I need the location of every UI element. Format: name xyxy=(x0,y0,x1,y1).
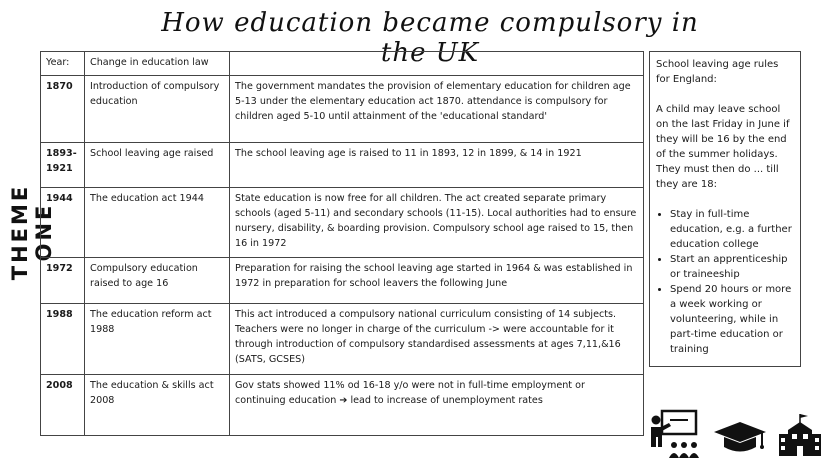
header-year: Year: xyxy=(41,52,85,76)
rules-heading: School leaving age rules for England: xyxy=(656,59,779,85)
icon-row xyxy=(648,408,823,460)
row-year: 2008 xyxy=(41,375,85,436)
table-row xyxy=(41,143,644,188)
header-detail xyxy=(230,52,644,76)
row-change: The education & skills act 2008 xyxy=(85,375,230,436)
school-building-icon xyxy=(778,412,822,458)
row-detail: The school leaving age is raised to 11 in 1893, 12 in 1899, & 14 in 1921 xyxy=(230,143,644,188)
list-item: • Stay in full-time education, e.g. a further education college xyxy=(670,207,792,252)
row-detail: This act introduced a compulsory national curriculum consisting of 14 subjects. Teachers were no longer in charge of the curriculum -> were accountable for it through introduction of compulsory standardised assessments at ages 7,11,&16 (SATS, GCSES) xyxy=(230,304,644,375)
row-change: Introduction of compulsory education xyxy=(85,76,230,143)
table-row xyxy=(41,188,644,258)
row-detail: State education is now free for all children. The act created separate primary schools (aged 5-11) and secondary schools (11-15). Local authorities had to ensure nursery, disability, & boarding provision. Compulsory school age raised to 15, then 16 in 1972 xyxy=(230,188,644,258)
page-title: How education became compulsory in the UK xyxy=(161,8,699,68)
row-change: Compulsory education raised to age 16 xyxy=(85,258,230,304)
row-change: The education act 1944 xyxy=(85,188,230,258)
theme-label: THEME ONE xyxy=(8,183,56,281)
table-row xyxy=(41,304,644,375)
graduation-cap-icon xyxy=(712,420,768,456)
rules-intro: A child may leave school on the last Friday in June if they will be 16 by the end of the summer holidays. They must then do ... till they are 18: xyxy=(656,104,790,190)
list-item: • Start an apprenticeship or traineeship xyxy=(670,252,792,282)
teacher-icon xyxy=(648,408,700,460)
table-header-row xyxy=(41,52,644,76)
leaving-age-rules-box xyxy=(649,51,801,367)
row-year: 1944 xyxy=(41,188,85,258)
row-year: 1972 xyxy=(41,258,85,304)
row-detail: The government mandates the provision of elementary education for children age 5-13 under the elementary education act 1870. attendance is compulsory for children aged 5-10 until attainment of the 'educational standard' xyxy=(230,76,644,143)
row-year: 1870 xyxy=(41,76,85,143)
table-row xyxy=(41,258,644,304)
header-change: Change in education law xyxy=(85,52,230,76)
table-row xyxy=(41,375,644,436)
row-year: 1893-1921 xyxy=(41,143,85,188)
row-change: The education reform act 1988 xyxy=(85,304,230,375)
table-row xyxy=(41,76,644,143)
education-law-table xyxy=(40,51,644,436)
row-detail: Gov stats showed 11% od 16-18 y/o were not in full-time employment or continuing education ➔ lead to increase of unemployment rates xyxy=(230,375,644,436)
row-year: 1988 xyxy=(41,304,85,375)
rules-options-list xyxy=(656,207,792,357)
row-change: School leaving age raised xyxy=(85,143,230,188)
list-item: • Spend 20 hours or more a week working or volunteering, while in part-time education or training xyxy=(670,282,792,357)
row-detail: Preparation for raising the school leaving age started in 1964 & was established in 1972 in preparation for school leavers the following June xyxy=(230,258,644,304)
